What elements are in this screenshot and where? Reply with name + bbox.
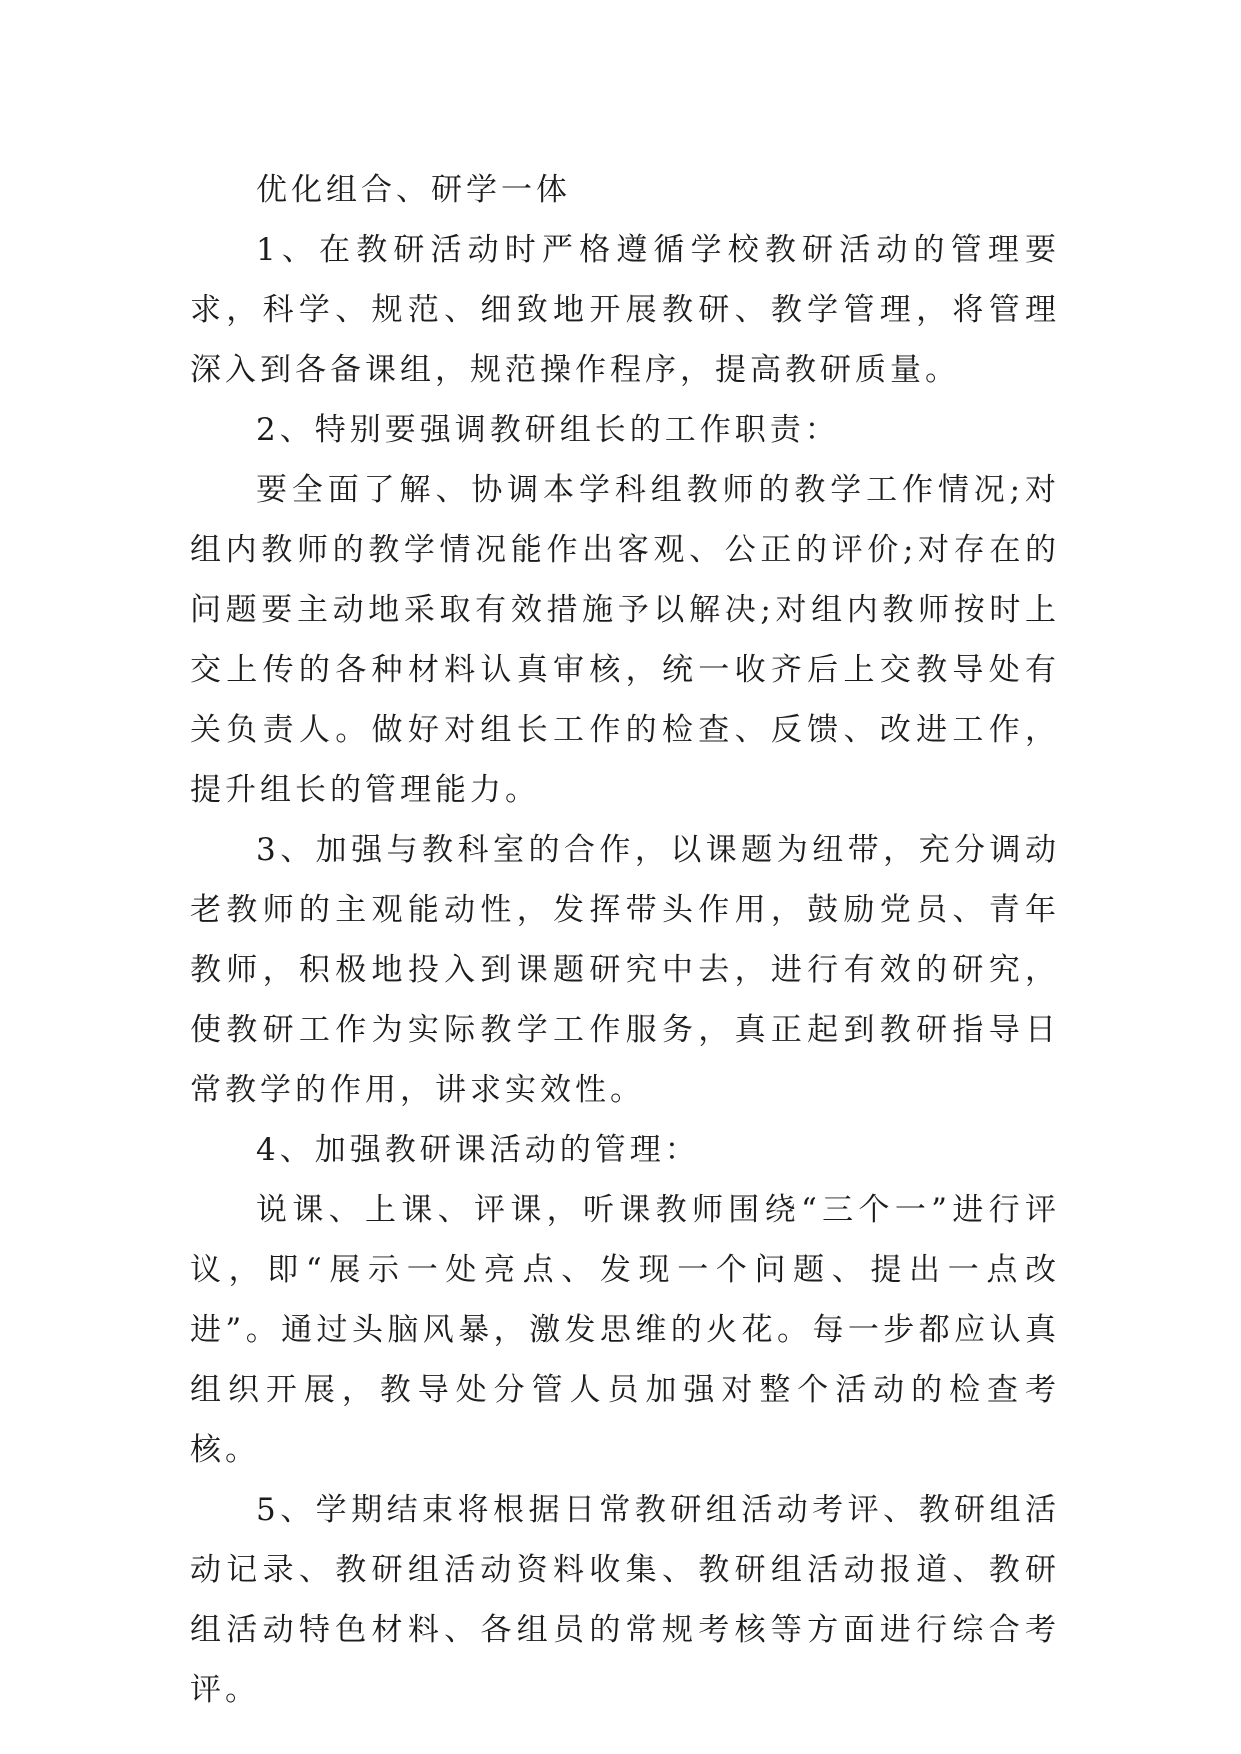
heading-paragraph: 优化组合、研学一体 — [256, 172, 571, 208]
paragraph-item-1: 1、在教研活动时严格遵循学校教研活动的管理要求，科学、规范、细致地开展教研、教学管理，将管理深入到各备课组，规范操作程序，提高教研质量。 — [190, 232, 1060, 388]
paragraph-item-5: 5、学期结束将根据日常教研组活动考评、教研组活动记录、教研组活动资料收集、教研组活动报道、教研组活动特色材料、各组员的常规考核等方面进行综合考评。 — [190, 1492, 1060, 1708]
paragraph-item-3: 3、加强与教科室的合作，以课题为纽带，充分调动老教师的主观能动性，发挥带头作用，鼓励党员、青年教师，积极地投入到课题研究中去，进行有效的研究，使教研工作为实际教学工作服务，真正起到教研指导日常教学的作用，讲求实效性。 — [190, 832, 1060, 1108]
paragraph-lesson-review: 说课、上课、评课，听课教师围绕“三个一”进行评议，即“展示一处亮点、发现一个问题、提出一点改进”。通过头脑风暴，激发思维的火花。每一步都应认真组织开展，教导处分管人员加强对整个活动的检查考核。 — [190, 1192, 1060, 1468]
paragraph-duties: 要全面了解、协调本学科组教师的教学工作情况;对组内教师的教学情况能作出客观、公正的评价;对存在的问题要主动地采取有效措施予以解决;对组内教师按时上交上传的各种材料认真审核，统一收齐后上交教导处有关负责人。做好对组长工作的检查、反馈、改进工作，提升组长的管理能力。 — [190, 472, 1060, 808]
paragraph-item-2: 2、特别要强调教研组长的工作职责： — [256, 412, 840, 448]
document-body — [190, 160, 1060, 1720]
paragraph-item-4: 4、加强教研课活动的管理： — [256, 1132, 700, 1168]
